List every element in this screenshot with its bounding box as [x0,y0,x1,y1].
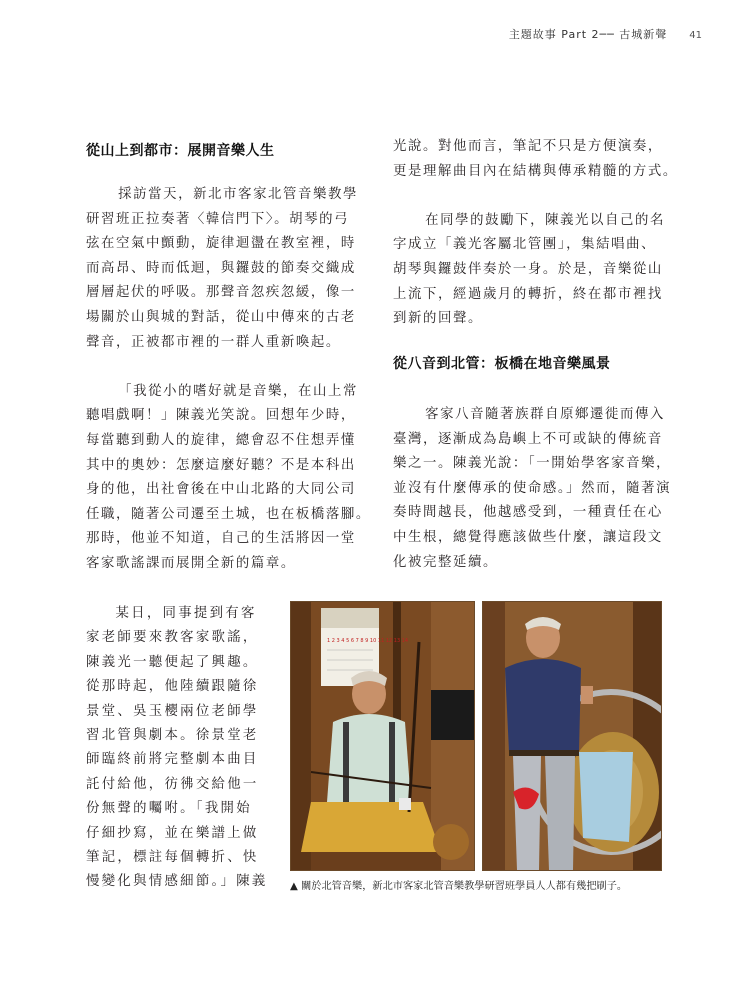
paragraph [86,380,371,577]
text-line: 化被完整延續。 [393,554,498,570]
text-line: 字成立「義光客屬北管團」，集結唱曲、 [393,237,657,253]
text-line: 其中的奧妙：怎麼這麼好聽？不是本科出 [86,457,356,473]
text-line: 任職，隨著公司遷至土城，也在板橋落腳。 [86,506,371,522]
text-line: 研習班正拉奏著〈韓信門下〉。胡琴的弓 [86,211,350,227]
photo-caption: ▲ 關於北管音樂，新北市客家北管音樂教學研習班學員人人都有幾把刷子。 [290,881,628,892]
photo-huqin-player [290,601,475,871]
text-line: 更是理解曲目內在結構與傳承精髓的方式。 [393,163,678,179]
text-line: 陳義光一聽便起了興趣。 [86,654,259,670]
text-line: 仔細抄寫，並在樂譜上做 [86,825,259,841]
text-line: 家老師要來教客家歌謠， [86,630,259,646]
left-column [86,183,371,601]
text-line: 客家歌謠課而展開全新的篇章。 [86,555,296,571]
text-line: 光說。對他而言，筆記不只是方便演奏， [393,139,663,154]
calendar-numbers: 1 2 3 4 5 6 7 8 9 10 11 12 13 14 [327,638,409,644]
text-line: 上流下，經過歲月的轉折，終在都市裡找 [393,286,663,302]
text-line: 到新的回聲。 [393,311,483,327]
text-line: 並沒有什麼傳承的使命感。」然而，隨著演 [393,480,672,496]
text-line: 客家八音隨著族群自原鄉遷徙而傳入 [425,406,666,422]
photo-gong-player [482,601,662,871]
text-line: 每當聽到動人的旋律，總會忍不住想弄懂 [86,432,356,448]
text-line: 樂之一。陳義光說：「一開始學客家音樂， [393,456,672,472]
text-line: 慢變化與情感細節。」陳義 [86,874,268,890]
text-line: 某日，同事提到有客 [115,606,257,621]
paragraph [393,135,683,184]
text-line: 那時，他並不知道，自己的生活將因一堂 [86,531,356,547]
text-line: 聲音，正被都市裡的一群人重新喚起。 [86,334,341,350]
text-line: 臺灣，逐漸成為島嶼上不可或缺的傳統音 [393,431,663,447]
text-line: 採訪當天，新北市客家北管音樂教學 [118,187,359,202]
text-line: 在同學的鼓勵下，陳義光以自己的名 [425,212,666,228]
text-line: 「我從小的嗜好就是音樂，在山上常 [118,383,359,399]
paragraph [393,403,683,575]
text-line: 託付給他，彷彿交給他一 [86,776,259,792]
text-line: 身的他，出社會後在中山北路的大同公司 [86,482,356,498]
paragraph [86,183,368,355]
text-line: 而高昂、時而低迴，與鑼鼓的節奏交織成 [86,260,356,276]
page-number: 41 [689,30,702,41]
text-line: 從那時起，他陸續跟隨徐 [86,679,259,695]
right-column [393,135,683,600]
header-title: 主題故事 Part 2── 古城新聲 [508,28,668,41]
text-line: 場關於山與城的對話，從山中傳來的古老 [86,309,356,325]
text-line: 弦在空氣中顫動，旋律迴盪在教室裡，時 [86,236,356,252]
photo-illustration [483,602,661,870]
narrow-paragraph [86,602,266,895]
section-heading-1: 從山上到都市：展開音樂人生 [86,143,275,159]
section-heading-2: 從八音到北管：板橋在地音樂風景 [393,356,611,373]
text-line: 習北管與劇本。徐景堂老 [86,728,259,744]
text-line: 份無聲的囑咐。「我開始 [86,801,252,817]
text-line: 層層起伏的呼吸。那聲音忽疾忽緩，像一 [86,285,356,301]
text-line: 奏時間越長，他越感受到，一種責任在心 [393,505,663,521]
running-header [509,26,702,42]
text-line: 景堂、吳玉櫻兩位老師學 [86,703,259,719]
text-line: 胡琴與鑼鼓伴奏於一身。於是，音樂從山 [393,261,663,277]
text-line: 中生根，總覺得應該做些什麼，讓這段文 [393,529,663,545]
text-line: 聽唱戲啊！」陳義光笑說。回想年少時， [86,408,356,424]
text-line: 師臨終前將完整劇本曲目 [86,752,259,768]
paragraph [393,209,683,332]
text-line: 筆記，標註每個轉折、快 [86,850,259,866]
photo-illustration [291,602,474,870]
